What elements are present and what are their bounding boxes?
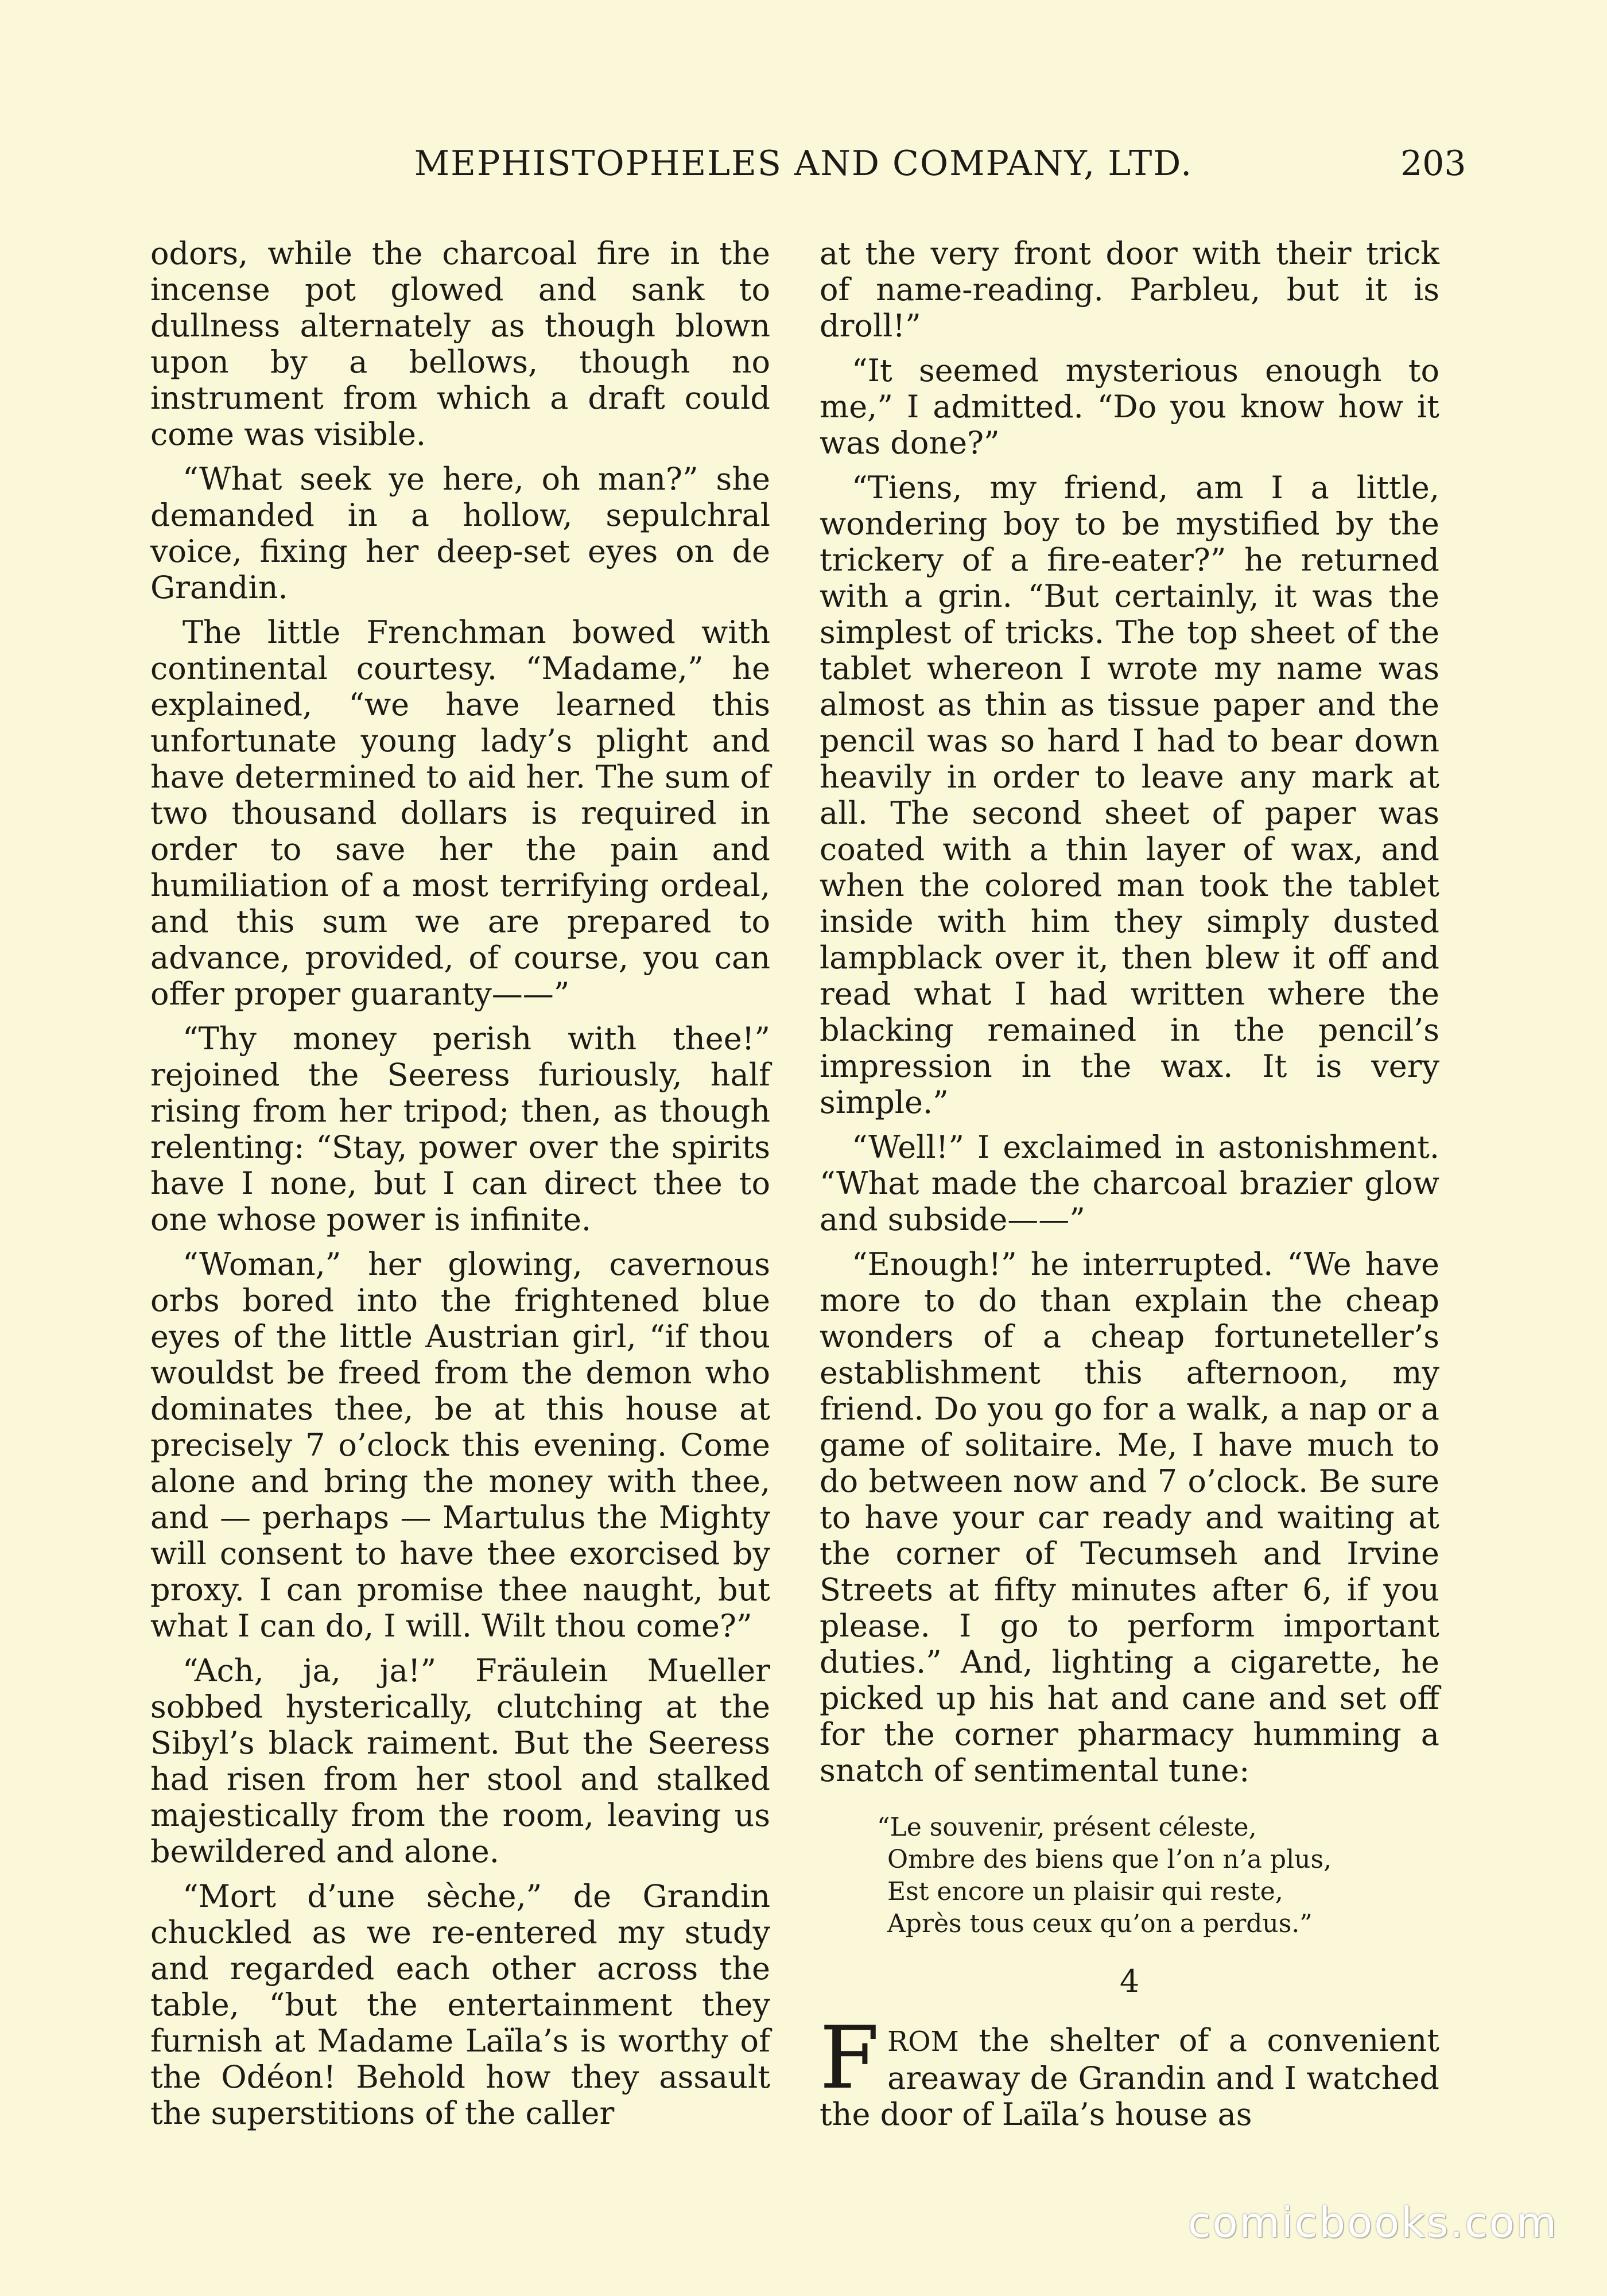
paragraph: “Ach, ja, ja!” Fräulein Mueller sobbed hysterically, clutching at the Sibyl’s black raiment. But the Seeress had risen from her stool and stalked majestically from the room, leaving us bewildered and alone. [150,1653,770,1870]
opening-small-caps: ROM [887,2026,959,2058]
poem-line: Ombre des biens que l’on n’a plus, [887,1845,1332,1874]
paragraph: “Thy money perish with thee!” rejoined the Seeress furiously, half rising from her tripod; then, as though relenting: “Stay, power over the spirits have I none, but I can direct thee to one whose power is infinite. [150,1021,770,1238]
poem-verse [877,1812,1439,1940]
paragraph: at the very front door with their trick of name-reading. Parbleu, but it is droll!” [820,235,1439,344]
paragraph: “Woman,” her glowing, cavernous orbs bored into the frightened blue eyes of the little Austrian girl, “if thou wouldst be freed from the demon who dominates thee, be at this house at precisely 7 o’clock this evening. Come alone and bring the money with thee, and — perhaps — Martulus the Mighty will consent to have thee exorcised by proxy. I can promise thee naught, but what I can do, I will. Wilt thou come?” [150,1246,770,1644]
drop-cap: F [820,2008,880,2108]
right-column [820,235,1439,2141]
paragraph: The little Frenchman bowed with continental courtesy. “Madame,” he explained, “we have learned this unfortunate young lady’s plight and have determined to aid her. The sum of two thousand dollars is required in order to save her the pain and humiliation of a most terrifying ordeal, and this sum we are prepared to advance, provided, of course, you can offer proper guaranty——” [150,614,770,1012]
poem-line: Après tous ceux qu’on a perdus.” [887,1909,1313,1938]
running-head: MEPHISTOPHELES AND COMPANY, LTD. [414,144,1193,184]
paragraph: “Mort d’une sèche,” de Grandin chuckled as we re-entered my study and regarded each other across the table, “but the entertainment they furnish at Madame Laïla’s is worthy of the Odéon! Behold how they assault the superstitions of the caller [150,1878,770,2131]
paragraph: “Well!” I exclaimed in astonishment. “What made the charcoal brazier glow and subside——” [820,1129,1439,1238]
opening-text: the shelter of a convenient areaway de Grandin and I watched the door of Laïla’s house as [820,2022,1439,2132]
left-column [150,235,770,2140]
paragraph: “Enough!” he interrupted. “We have more to do than explain the cheap wonders of a cheap fortuneteller’s establishment this afternoon, my friend. Do you go for a walk, a nap or a game of solitaire. Me, I have much to do between now and 7 o’clock. Be sure to have your car ready and waiting at the corner of Tecumseh and Irvine Streets at fifty minutes after 6, if you please. I go to perform important duties.” And, lighting a cigarette, he picked up his hat and cane and set off for the corner pharmacy humming a snatch of sentimental tune: [820,1246,1439,1789]
paragraph: “What seek ye here, oh man?” she demanded in a hollow, sepulchral voice, fixing her deep-set eyes on de Grandin. [150,461,770,606]
section-opening-paragraph [820,2008,1439,2132]
section-number: 4 [1119,1963,1140,1999]
paragraph: odors, while the charcoal fire in the incense pot glowed and sank to dullness alternately as though blown upon by a bellows, though no instrument from which a draft could come was visible. [150,235,770,452]
paragraph: “Tiens, my friend, am I a little, wondering boy to be mystified by the trickery of a fire-eater?” he returned with a grin. “But certainly, it was the simplest of tricks. The top sheet of the tablet whereon I wrote my name was almost as thin as tissue paper and the pencil was so hard I had to bear down heavily in order to leave any mark at all. The second sheet of paper was coated with a thin layer of wax, and when the colored man took the tablet inside with him they simply dusted lampblack over it, then blew it off and read what I had written where the blacking remained in the pencil’s impression in the wax. It is very simple.” [820,470,1439,1120]
poem-line: “Le souvenir, présent céleste, [877,1813,1257,1842]
paragraph: “It seemed mysterious enough to me,” I admitted. “Do you know how it was done?” [820,352,1439,461]
watermark-logo: comicbooks.com [1188,2198,1559,2247]
poem-line: Est encore un plaisir qui reste, [887,1877,1283,1906]
page-number: 203 [1400,144,1466,184]
